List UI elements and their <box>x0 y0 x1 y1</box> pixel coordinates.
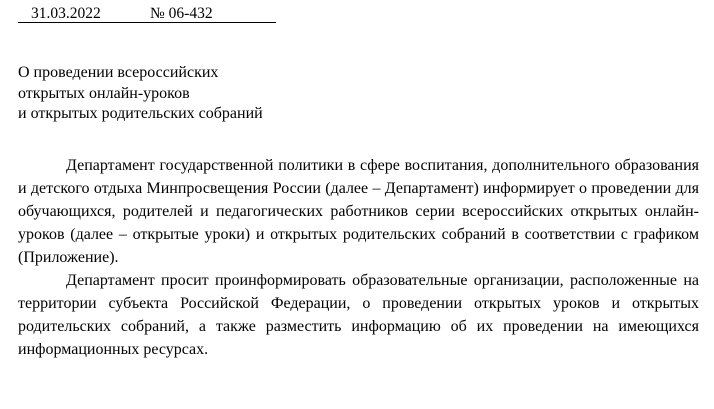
letter-body <box>18 154 699 361</box>
subject-line: О проведении всероссийских <box>18 64 219 81</box>
document-date: 31.03.2022 <box>18 6 150 23</box>
letter-subject <box>18 63 263 125</box>
subject-line: открытых онлайн-уроков <box>18 84 190 102</box>
document-number-field <box>150 6 276 23</box>
body-paragraph: Департамент просит проинформировать образовательные организации, расположенные на территории субъекта Российской Федерации, о проведении открытых уроков и открытых родительских собраний, а также разместить информацию об их проведении на имеющихся информационных ресурсах. <box>18 272 699 358</box>
body-paragraph: Департамент государственной политики в сфере воспитания, дополнительного образования и детского отдыха Минпросвещения России (далее – Департамент) информирует о проведении для обучающихся, родителей и педагогических работников серии всероссийских открытых онлайн-уроков (далее – открытые уроки) и открытых родительских собраний в соответствии с графиком (Приложение). <box>18 157 699 266</box>
document-number: 06-432 <box>168 5 213 22</box>
number-sign: № <box>150 5 165 22</box>
subject-line: и открытых родительских собраний <box>18 105 263 122</box>
letter-header <box>18 4 276 24</box>
